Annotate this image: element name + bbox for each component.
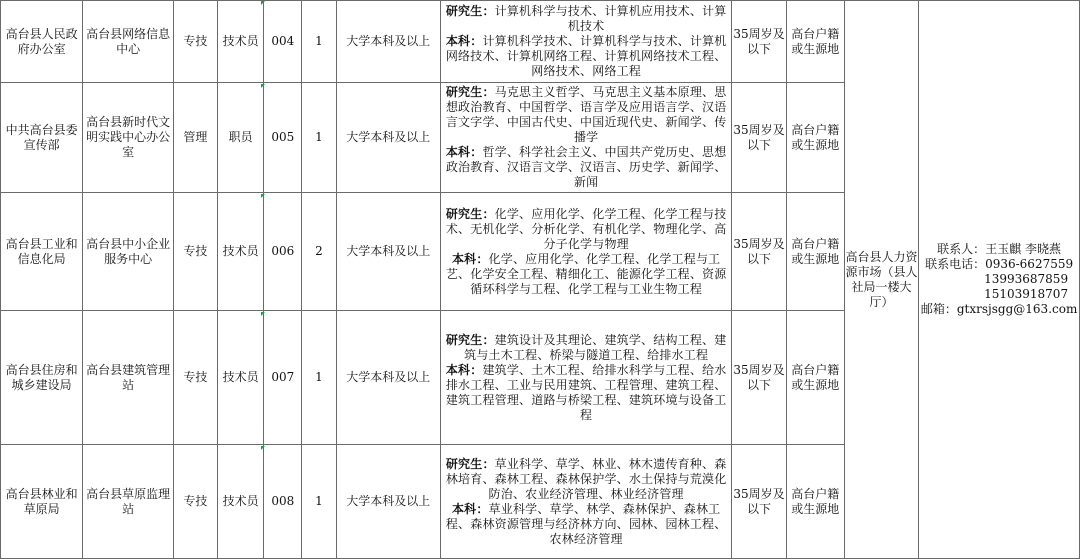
count-cell: 1 [302, 311, 336, 445]
ug-majors: 哲学、科学社会主义、中国共产党历史、思想政治教育、汉语言文学、汉语言、历史学、新闻学、新闻 [445, 145, 727, 189]
ug-majors: 草业科学、草学、林学、森林保护、森林工程、森林资源管理与经济林方向、园林、园林工程、农林经济管理 [445, 501, 727, 546]
position-cell: 技术员 [217, 311, 263, 445]
grad-label: 研究生： [445, 206, 495, 221]
unit-cell: 高台县草原监理站 [83, 445, 173, 559]
cell-marker-icon [261, 194, 265, 198]
code-cell: 007 [264, 311, 302, 445]
contact-phone-2: 13993687859 [984, 272, 1069, 286]
grad-majors: 计算机科学与技术、计算机应用技术、计算机技术 [494, 4, 727, 33]
position-cell: 技术员 [217, 193, 263, 311]
venue-text: 高台县人力资源市场（县人社局一楼大厅） [845, 249, 918, 309]
count-cell: 1 [302, 445, 336, 559]
ug-majors: 化学、应用化学、化学工程、化学工程与工艺、化学安全工程、精细化工、能源化学工程、资源循环科学与工程、化学工程与工业生物工程 [445, 251, 727, 296]
venue-cell [844, 1, 918, 559]
grad-majors: 马克思主义哲学、马克思主义基本原理、思想政治教育、中国哲学、语言学及应用语言学、汉语言文字学、中国古代史、中国近现代史、新闻学、传播学 [445, 85, 727, 144]
code-cell: 008 [264, 445, 302, 559]
origin-cell: 高台户籍或生源地 [786, 193, 844, 311]
ug-label: 本科： [445, 145, 483, 159]
ug-label: 本科： [445, 362, 483, 377]
cell-marker-icon [261, 312, 265, 316]
major-cell [440, 445, 731, 559]
contact-cell [919, 1, 1080, 559]
contact-person-line: 联系人：王玉麒 李晓燕 [937, 242, 1062, 256]
major-cell [440, 83, 731, 193]
grad-label: 研究生： [445, 456, 495, 471]
education-cell: 大学本科及以上 [336, 1, 440, 83]
contact-phone-3: 15103918707 [984, 287, 1069, 301]
category-cell: 专技 [173, 311, 217, 445]
origin-cell: 高台户籍或生源地 [786, 311, 844, 445]
cell-marker-icon [261, 1, 265, 5]
grad-label: 研究生： [445, 332, 495, 347]
position-cell: 技术员 [217, 445, 263, 559]
position-cell: 技术员 [217, 1, 263, 83]
table-row [1, 1, 1080, 83]
dept-cell: 中共高台县委宣传部 [1, 83, 83, 193]
education-cell: 大学本科及以上 [336, 83, 440, 193]
education-cell: 大学本科及以上 [336, 311, 440, 445]
education-cell: 大学本科及以上 [336, 193, 440, 311]
origin-cell: 高台户籍或生源地 [786, 1, 844, 83]
ug-label: 本科： [451, 251, 489, 266]
grad-majors: 化学、应用化学、化学工程、化学工程与技术、无机化学、分析化学、有机化学、物理化学、高分子化学与物理 [445, 206, 727, 251]
count-cell: 1 [302, 1, 336, 83]
position-cell: 职员 [217, 83, 263, 193]
dept-cell: 高台县人民政府办公室 [1, 1, 83, 83]
grad-label: 研究生： [445, 85, 495, 99]
grad-majors: 草业科学、草学、林业、林木遗传育种、森林培育、森林工程、森林保护学、水土保持与荒漠化防治、农业经济管理、林业经济管理 [445, 456, 727, 501]
category-cell: 专技 [173, 1, 217, 83]
grad-majors: 建筑设计及其理论、建筑学、结构工程、建筑与土木工程、桥梁与隧道工程、给排水工程 [464, 332, 727, 362]
age-cell: 35周岁及以下 [732, 445, 786, 559]
age-cell: 35周岁及以下 [732, 83, 786, 193]
category-cell: 专技 [173, 445, 217, 559]
major-cell [440, 1, 731, 83]
code-cell: 006 [264, 193, 302, 311]
count-cell: 1 [302, 83, 336, 193]
cell-marker-icon [261, 84, 265, 88]
ug-majors: 建筑学、土木工程、给排水科学与工程、给水排水工程、工业与民用建筑、工程管理、建筑工程、建筑工程管理、道路与桥梁工程、建筑环境与设备工程 [445, 362, 727, 422]
origin-cell: 高台户籍或生源地 [786, 445, 844, 559]
ug-label: 本科： [451, 501, 489, 516]
ug-majors: 计算机科学技术、计算机科学与技术、计算机网络技术、计算机网络工程、计算机网络技术工程、网络技术、网络工程 [445, 34, 727, 78]
education-cell: 大学本科及以上 [336, 445, 440, 559]
dept-cell: 高台县工业和信息化局 [1, 193, 83, 311]
dept-cell: 高台县林业和草原局 [1, 445, 83, 559]
dept-cell: 高台县住房和城乡建设局 [1, 311, 83, 445]
unit-cell: 高台县网络信息中心 [83, 1, 173, 83]
major-cell [440, 311, 731, 445]
contact-phone-line: 联系电话：0936-6627559 [925, 257, 1074, 271]
origin-cell: 高台户籍或生源地 [786, 83, 844, 193]
age-cell: 35周岁及以下 [732, 193, 786, 311]
contact-email-line: 邮箱：gtxrsjsgg@163.com [920, 302, 1078, 316]
unit-cell: 高台县中小企业服务中心 [83, 193, 173, 311]
code-cell: 005 [264, 83, 302, 193]
count-cell: 2 [302, 193, 336, 311]
grad-label: 研究生： [445, 4, 495, 18]
ug-label: 本科： [445, 34, 483, 48]
category-cell: 管理 [173, 83, 217, 193]
unit-cell: 高台县新时代文明实践中心办公室 [83, 83, 173, 193]
cell-marker-icon [261, 446, 265, 450]
category-cell: 专技 [173, 193, 217, 311]
unit-cell: 高台县建筑管理站 [83, 311, 173, 445]
code-cell: 004 [264, 1, 302, 83]
age-cell: 35周岁及以下 [732, 1, 786, 83]
age-cell: 35周岁及以下 [732, 311, 786, 445]
major-cell [440, 193, 731, 311]
